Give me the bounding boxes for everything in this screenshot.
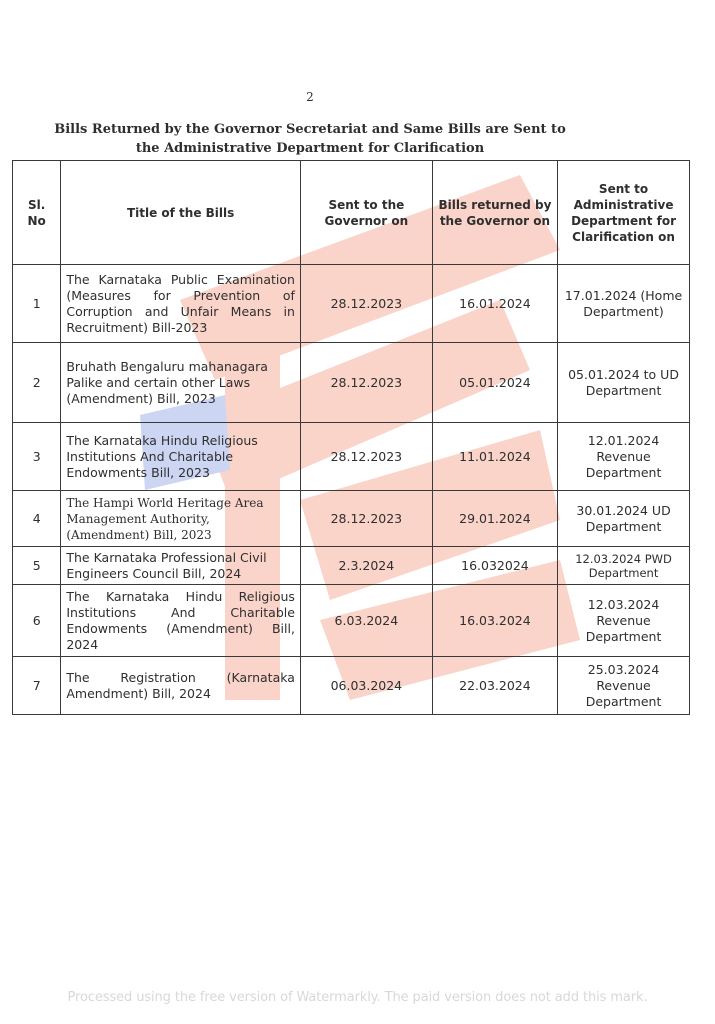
- cell-title: The Hampi World Heritage Area Management Authority, (Amendment) Bill, 2023: [61, 491, 301, 547]
- cell-returned-date: 11.01.2024: [432, 423, 557, 491]
- cell-sl-no: 4: [13, 491, 61, 547]
- header-sl-no: Sl. No: [13, 161, 61, 265]
- cell-sent-date: 28.12.2023: [300, 343, 432, 423]
- cell-sl-no: 3: [13, 423, 61, 491]
- cell-sl-no: 5: [13, 547, 61, 585]
- cell-clarification: 25.03.2024 Revenue Department: [558, 657, 690, 715]
- table-row: [13, 423, 690, 491]
- cell-title: The Karnataka Hindu Religious Institutions And Charitable Endowments (Amendment) Bill, 2024: [61, 585, 301, 657]
- cell-sent-date: 6.03.2024: [300, 585, 432, 657]
- cell-sl-no: 1: [13, 265, 61, 343]
- cell-sent-date: 28.12.2023: [300, 423, 432, 491]
- cell-clarification: 12.03.2024 Revenue Department: [558, 585, 690, 657]
- cell-returned-date: 22.03.2024: [432, 657, 557, 715]
- cell-title: The Registration (Karnataka Amendment) Bill, 2024: [61, 657, 301, 715]
- header-sent-for-clarification: Sent to Administrative Department for Clarification on: [558, 161, 690, 265]
- cell-sl-no: 6: [13, 585, 61, 657]
- table-row: [13, 657, 690, 715]
- cell-title: The Karnataka Professional Civil Engineers Council Bill, 2024: [61, 547, 301, 585]
- cell-clarification: 12.01.2024 Revenue Department: [558, 423, 690, 491]
- document-heading: [25, 120, 595, 158]
- table-row: [13, 343, 690, 423]
- cell-returned-date: 16.032024: [432, 547, 557, 585]
- cell-sent-date: 28.12.2023: [300, 265, 432, 343]
- cell-returned-date: 16.01.2024: [432, 265, 557, 343]
- cell-sent-date: 06.03.2024: [300, 657, 432, 715]
- cell-title: Bruhath Bengaluru mahanagara Palike and certain other Laws (Amendment) Bill, 2023: [61, 343, 301, 423]
- cell-title: The Karnataka Hindu Religious Institutions And Charitable Endowments Bill, 2023: [61, 423, 301, 491]
- cell-sl-no: 7: [13, 657, 61, 715]
- cell-sent-date: 2.3.2024: [300, 547, 432, 585]
- header-title: Title of the Bills: [61, 161, 301, 265]
- page-number: 2: [306, 90, 314, 104]
- table-row: [13, 265, 690, 343]
- table-row: [13, 547, 690, 585]
- header-sent-to-governor: Sent to the Governor on: [300, 161, 432, 265]
- cell-sl-no: 2: [13, 343, 61, 423]
- cell-clarification: 05.01.2024 to UD Department: [558, 343, 690, 423]
- cell-title: The Karnataka Public Examination (Measures for Prevention of Corruption and Unfair Means in Recruitment) Bill-2023: [61, 265, 301, 343]
- heading-line-1: Bills Returned by the Governor Secretariat and Same Bills are Sent to: [54, 122, 566, 137]
- header-returned-by-governor: Bills returned by the Governor on: [432, 161, 557, 265]
- table-header-row: [13, 161, 690, 265]
- cell-clarification: 30.01.2024 UD Department: [558, 491, 690, 547]
- table-row: [13, 585, 690, 657]
- heading-line-2: the Administrative Department for Clarification: [135, 141, 485, 156]
- cell-sent-date: 28.12.2023: [300, 491, 432, 547]
- cell-clarification: 17.01.2024 (Home Department): [558, 265, 690, 343]
- bills-table: [12, 160, 690, 715]
- cell-returned-date: 05.01.2024: [432, 343, 557, 423]
- cell-returned-date: 29.01.2024: [432, 491, 557, 547]
- cell-clarification: 12.03.2024 PWD Department: [558, 547, 690, 585]
- watermark-footer-text: Processed using the free version of Watermarkly. The paid version does not add this mark.: [67, 990, 648, 1005]
- cell-returned-date: 16.03.2024: [432, 585, 557, 657]
- table-row: [13, 491, 690, 547]
